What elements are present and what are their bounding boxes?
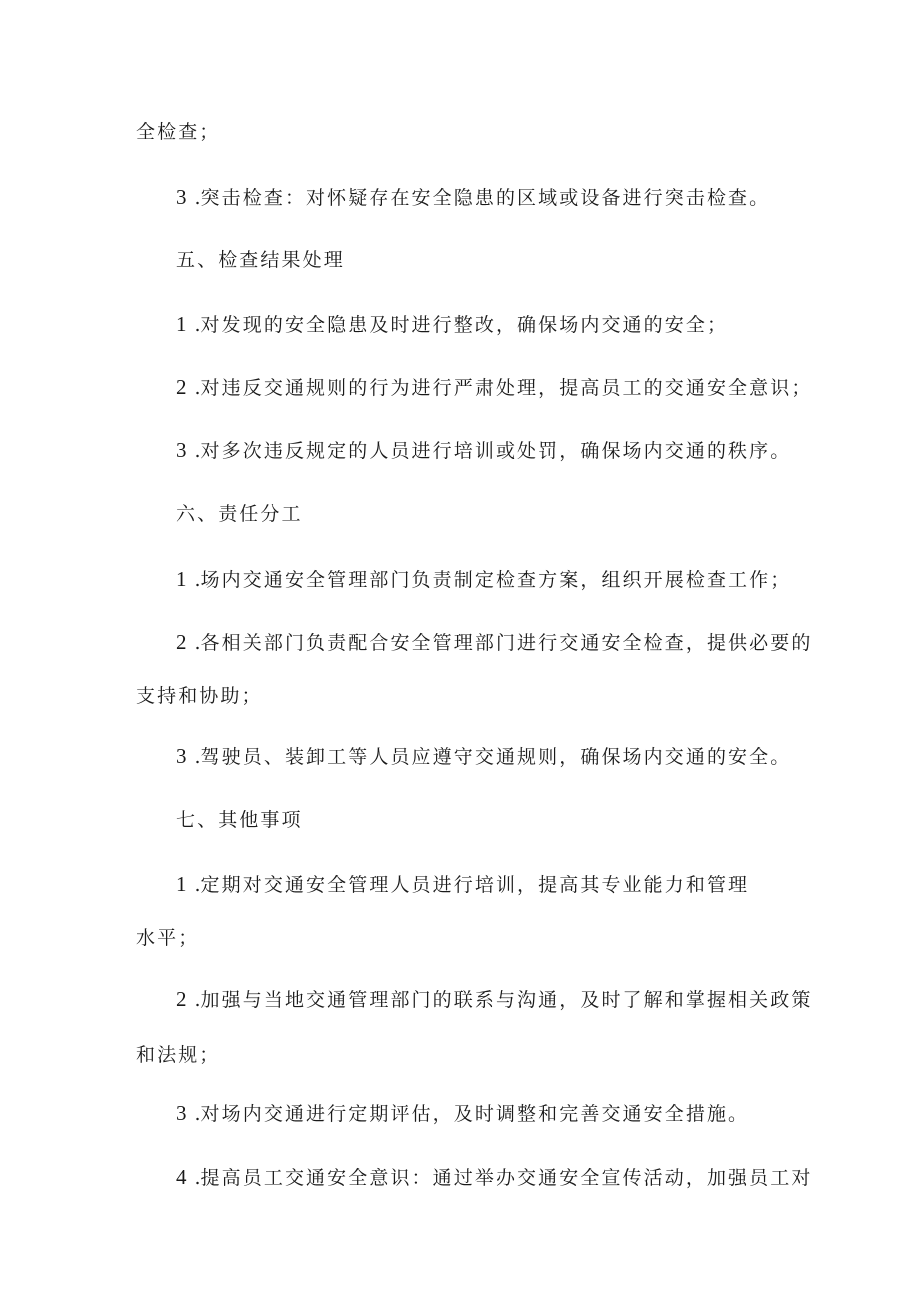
item-number: 1 xyxy=(176,312,187,336)
item-dot: . xyxy=(194,874,201,896)
item-dot: . xyxy=(194,440,201,462)
item-text: 提高员工交通安全意识：通过举办交通安全宣传活动，加强员工对 xyxy=(200,1167,813,1189)
line-text: 支持和协助； xyxy=(136,685,263,707)
text-line-continuation xyxy=(136,1043,220,1067)
item-text: 定期对交通安全管理人员进行培训，提高其专业能力和管理 xyxy=(200,874,750,896)
item-number: 1 xyxy=(176,872,187,896)
item-text: 加强与当地交通管理部门的联系与沟通，及时了解和掌握相关政策 xyxy=(200,989,813,1011)
item-dot: . xyxy=(194,569,201,591)
section-heading-6 xyxy=(176,502,303,526)
item-number: 3 xyxy=(176,185,187,209)
item-number: 4 xyxy=(176,1165,187,1189)
item-dot: . xyxy=(194,377,201,399)
item-number: 2 xyxy=(176,375,187,399)
item-text: 对违反交通规则的行为进行严肃处理，提高员工的交通安全意识； xyxy=(200,377,813,399)
text-line-continuation xyxy=(136,926,199,950)
heading-text: 六、责任分工 xyxy=(176,503,303,525)
line-text: 水平； xyxy=(136,927,200,949)
item-text: 场内交通安全管理部门负责制定检查方案，组织开展检查工作； xyxy=(200,569,792,591)
list-item-2-cooperation xyxy=(176,630,812,655)
heading-text: 七、其他事项 xyxy=(176,809,303,831)
item-text: 各相关部门负责配合安全管理部门进行交通安全检查，提供必要的 xyxy=(200,632,813,654)
list-item-2-communication xyxy=(176,987,812,1012)
item-dot: . xyxy=(194,1167,201,1189)
list-item-3-drivers xyxy=(176,744,791,769)
list-item-3-evaluation xyxy=(176,1101,749,1126)
list-item-3-training-penalty xyxy=(176,438,791,463)
list-item-2-violations xyxy=(176,375,812,400)
item-dot: . xyxy=(194,314,201,336)
item-text: 突击检查：对怀疑存在安全隐患的区域或设备进行突击检查。 xyxy=(200,187,771,209)
text-line-continuation xyxy=(136,684,263,708)
item-number: 3 xyxy=(176,744,187,768)
item-number: 3 xyxy=(176,1101,187,1125)
list-item-4-awareness xyxy=(176,1165,812,1190)
item-text: 对发现的安全隐患及时进行整改，确保场内交通的安全； xyxy=(200,314,729,336)
item-text: 对多次违反规定的人员进行培训或处罚，确保场内交通的秩序。 xyxy=(200,440,792,462)
item-text: 对场内交通进行定期评估，及时调整和完善交通安全措施。 xyxy=(200,1103,750,1125)
text-line-1 xyxy=(136,120,220,144)
list-item-1-staff-training xyxy=(176,872,749,897)
item-dot: . xyxy=(194,746,201,768)
list-item-3-sudden-inspection xyxy=(176,185,770,210)
item-dot: . xyxy=(194,989,201,1011)
item-number: 1 xyxy=(176,567,187,591)
item-dot: . xyxy=(194,1103,201,1125)
line-text: 全检查； xyxy=(136,121,221,143)
section-heading-7 xyxy=(176,808,303,832)
heading-text: 五、检查结果处理 xyxy=(176,249,345,271)
line-text: 和法规； xyxy=(136,1044,221,1066)
section-heading-5 xyxy=(176,248,345,272)
item-dot: . xyxy=(194,632,201,654)
item-number: 2 xyxy=(176,987,187,1011)
item-number: 3 xyxy=(176,438,187,462)
item-dot: . xyxy=(194,187,201,209)
list-item-1-department xyxy=(176,567,791,592)
item-text: 驾驶员、装卸工等人员应遵守交通规则，确保场内交通的安全。 xyxy=(200,746,792,768)
list-item-1-rectify xyxy=(176,312,728,337)
item-number: 2 xyxy=(176,630,187,654)
